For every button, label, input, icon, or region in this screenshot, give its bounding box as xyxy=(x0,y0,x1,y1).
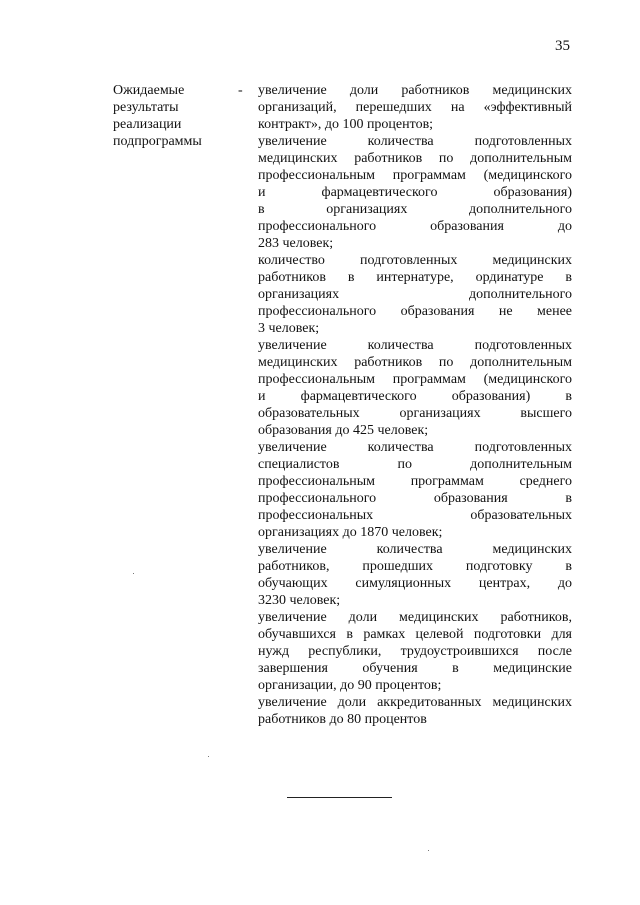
result-line: образовательных организациях высшего xyxy=(258,406,572,421)
expected-results-list xyxy=(258,82,572,728)
result-line: профессиональных образовательных xyxy=(258,508,572,523)
result-line: специалистов по дополнительным xyxy=(258,457,572,472)
result-line: профессионального образования до xyxy=(258,219,572,234)
result-line: медицинских работников по дополнительным xyxy=(258,151,572,166)
result-line: и фармацевтического образования) xyxy=(258,185,572,200)
result-line: увеличение количества подготовленных xyxy=(258,134,572,149)
result-line: 3 человек; xyxy=(258,321,320,336)
section-label-line: подпрограммы xyxy=(113,134,202,149)
result-item xyxy=(258,694,572,728)
result-item xyxy=(258,133,572,252)
page-number: 35 xyxy=(555,38,570,54)
result-line: и фармацевтического образования) в xyxy=(258,389,572,404)
label-separator-dash: - xyxy=(238,83,243,98)
result-item xyxy=(258,252,572,337)
result-line: организаций, перешедших на «эффективный xyxy=(258,100,572,115)
result-item xyxy=(258,337,572,439)
result-line: организациях дополнительного xyxy=(258,287,572,302)
result-item xyxy=(258,82,572,133)
result-line: контракт», до 100 процентов; xyxy=(258,117,434,132)
result-line: профессионального образования в xyxy=(258,491,572,506)
result-line: работников в интернатуре, ординатуре в xyxy=(258,270,572,285)
result-line: нужд республики, трудоустроившихся после xyxy=(258,644,572,659)
section-label-line: Ожидаемые xyxy=(113,83,185,98)
result-line: работников до 80 процентов xyxy=(258,712,427,727)
result-line: увеличение доли работников медицинских xyxy=(258,83,572,98)
result-line: организации, до 90 процентов; xyxy=(258,678,442,693)
result-line: завершения обучения в медицинские xyxy=(258,661,572,676)
result-line: 3230 человек; xyxy=(258,593,341,608)
result-item xyxy=(258,609,572,694)
result-line: обучающих симуляционных центрах, до xyxy=(258,576,572,591)
scan-speck xyxy=(208,756,209,757)
result-line: обучавшихся в рамках целевой подготовки для xyxy=(258,627,572,642)
scan-speck xyxy=(133,573,134,574)
scan-speck xyxy=(428,850,429,851)
result-line: образования до 425 человек; xyxy=(258,423,429,438)
end-of-section-rule xyxy=(287,797,392,798)
result-line: работников, прошедших подготовку в xyxy=(258,559,572,574)
result-line: увеличение количества подготовленных xyxy=(258,338,572,353)
result-line: увеличение количества медицинских xyxy=(258,542,572,557)
result-line: увеличение количества подготовленных xyxy=(258,440,572,455)
section-label-line: результаты xyxy=(113,100,179,115)
result-item xyxy=(258,541,572,609)
result-line: в организациях дополнительного xyxy=(258,202,572,217)
result-line: количество подготовленных медицинских xyxy=(258,253,572,268)
result-line: 283 человек; xyxy=(258,236,334,251)
result-line: медицинских работников по дополнительным xyxy=(258,355,572,370)
result-line: организациях до 1870 человек; xyxy=(258,525,443,540)
result-line: профессиональным программам (медицинского xyxy=(258,372,572,387)
result-line: профессиональным программам (медицинского xyxy=(258,168,572,183)
result-item xyxy=(258,439,572,541)
result-line: увеличение доли медицинских работников, xyxy=(258,610,572,625)
result-line: профессиональным программам среднего xyxy=(258,474,572,489)
section-label xyxy=(113,82,223,150)
section-label-line: реализации xyxy=(113,117,182,132)
result-line: увеличение доли аккредитованных медицинских xyxy=(258,695,572,710)
result-line: профессионального образования не менее xyxy=(258,304,572,319)
